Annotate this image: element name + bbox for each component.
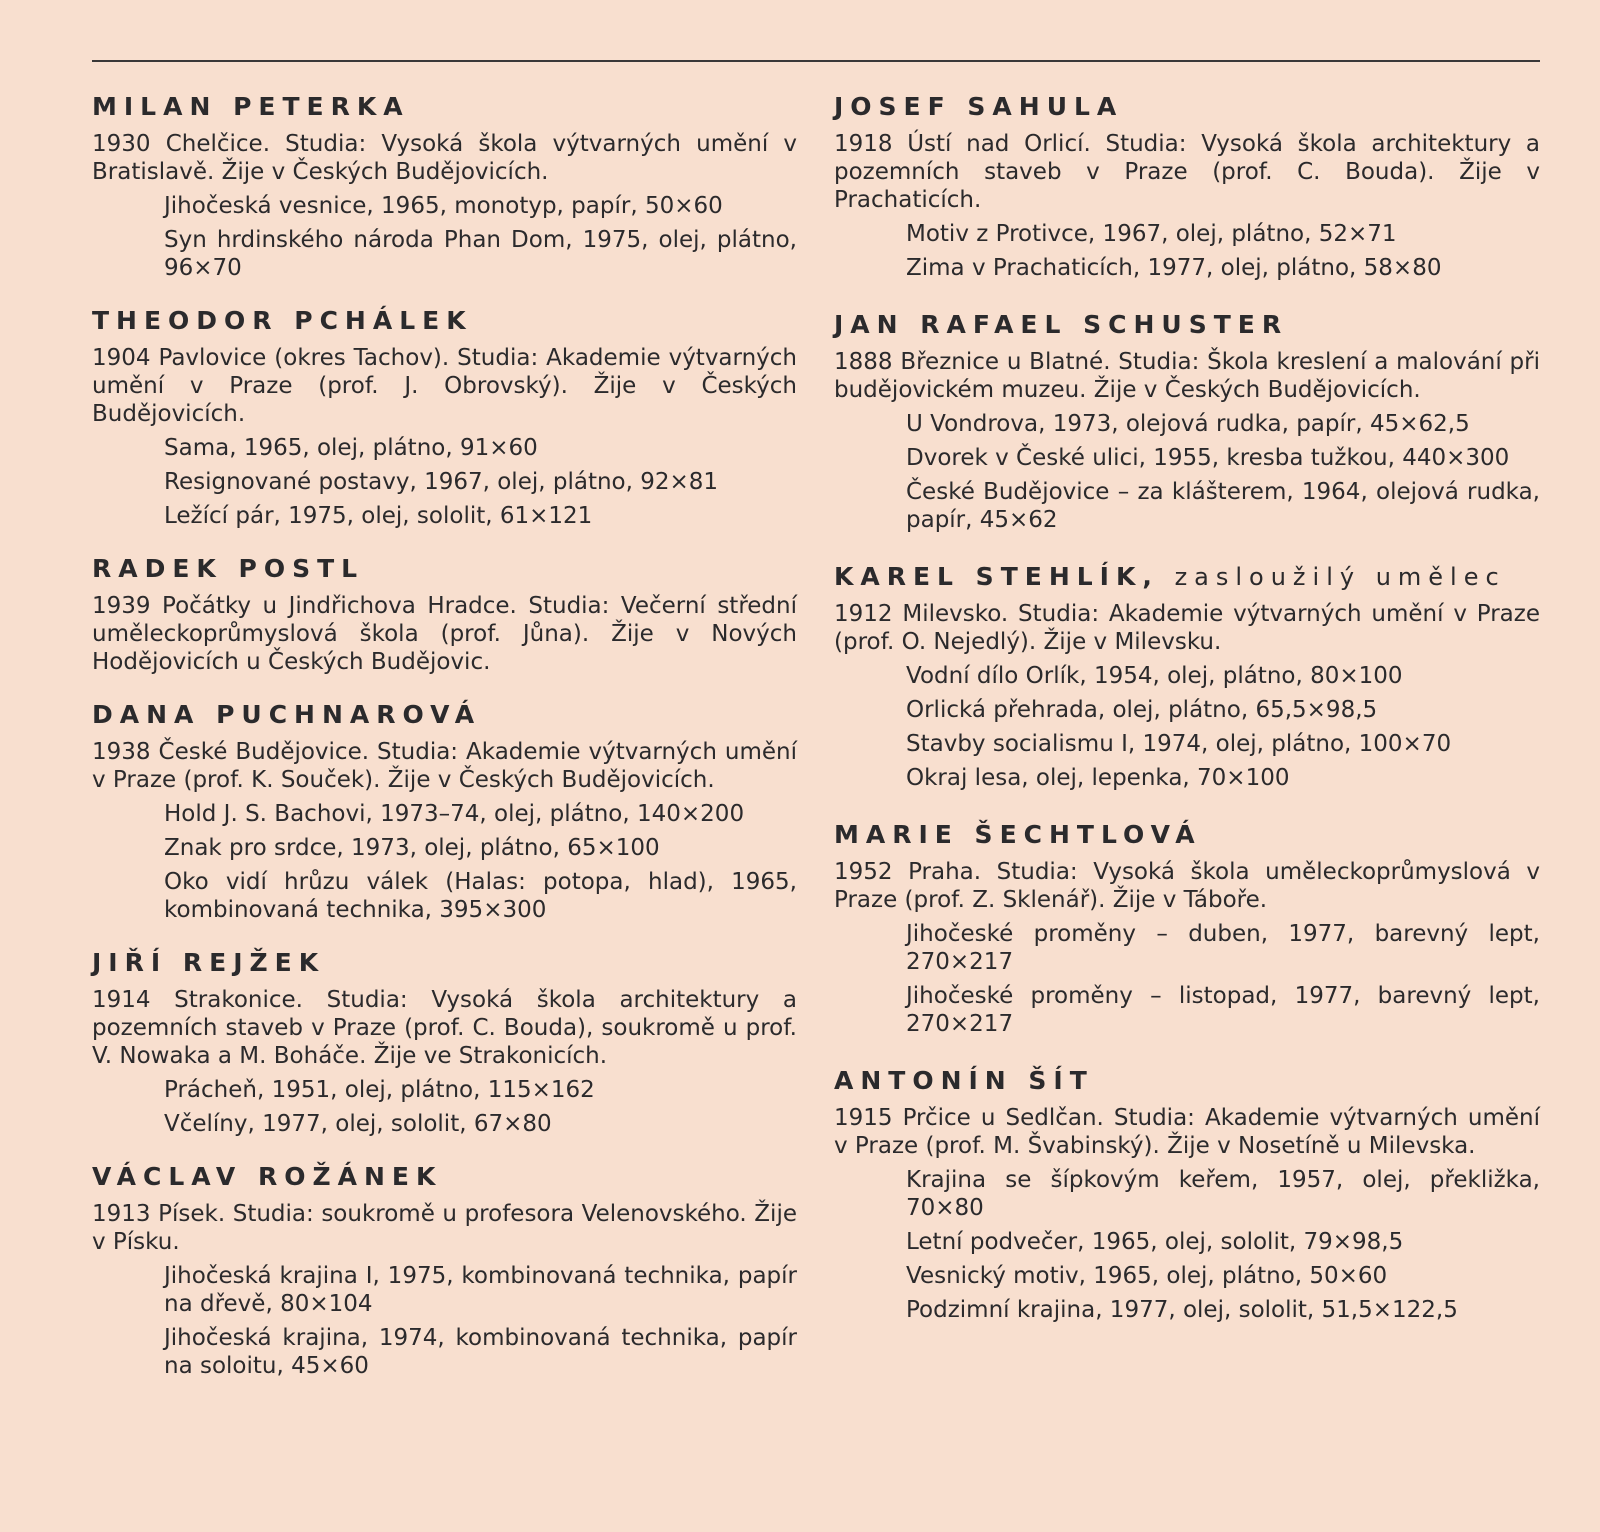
- artist-name-text: MILAN PETERKA: [92, 92, 410, 121]
- artwork-item: U Vondrova, 1973, olejová rudka, papír, 45×62,5: [906, 411, 1470, 437]
- artwork-item: Zima v Prachaticích, 1977, olej, plátno, 58×80: [906, 255, 1442, 281]
- artwork-list: [92, 1262, 797, 1380]
- artist-entry: [92, 90, 797, 282]
- artist-name: [92, 946, 797, 980]
- artwork-item: Syn hrdinského národa Phan Dom, 1975, olej, plátno, 96×70: [164, 227, 797, 281]
- left-column: [92, 90, 797, 1386]
- artist-name-text: KAREL STEHLÍK,: [834, 562, 1159, 591]
- artist-entry: [834, 1064, 1540, 1324]
- artwork-item: Jihočeské proměny – listopad, 1977, barevný lept, 270×217: [906, 983, 1540, 1037]
- artist-name-text: DANA PUCHNAROVÁ: [92, 700, 482, 729]
- artist-entry: [92, 304, 797, 530]
- artwork-list: [834, 920, 1540, 1038]
- artist-entry: [92, 946, 797, 1138]
- artwork-item: Ležící pár, 1975, olej, sololit, 61×121: [164, 503, 593, 529]
- artwork-item: Oko vidí hrůzu válek (Halas: potopa, hlad), 1965, kombinovaná technika, 395×300: [164, 869, 797, 923]
- artist-entry: [834, 818, 1540, 1038]
- artist-name-text: THEODOR PCHÁLEK: [92, 306, 473, 335]
- artist-name-text: ANTONÍN ŠÍT: [834, 1066, 1094, 1095]
- artwork-item: Vesnický motiv, 1965, olej, plátno, 50×60: [906, 1263, 1388, 1289]
- artist-name: [834, 818, 1540, 852]
- artist-biography: 1913 Písek. Studia: soukromě u profesora Velenovského. Žije v Písku.: [92, 1201, 797, 1255]
- artist-name: [92, 304, 797, 338]
- artist-entry: [92, 552, 797, 676]
- artist-name-text: VÁCLAV ROŽÁNEK: [92, 1162, 443, 1191]
- artwork-item: Sama, 1965, olej, plátno, 91×60: [164, 435, 538, 461]
- artist-name-text: JIŘÍ REJŽEK: [92, 948, 326, 977]
- artist-name-text: JAN RAFAEL SCHUSTER: [834, 310, 1289, 339]
- artist-biography: 1952 Praha. Studia: Vysoká škola uměleckoprůmyslová v Praze (prof. Z. Sklenář). Žije v Táboře.: [834, 859, 1540, 913]
- artist-entry: [92, 698, 797, 924]
- right-column: [834, 90, 1540, 1330]
- artwork-item: Motiv z Protivce, 1967, olej, plátno, 52×71: [906, 221, 1397, 247]
- artist-name: [834, 1064, 1540, 1098]
- artwork-item: Prácheň, 1951, olej, plátno, 115×162: [164, 1077, 595, 1103]
- artwork-list: [834, 1166, 1540, 1324]
- artwork-list: [834, 662, 1540, 792]
- artist-biography: 1904 Pavlovice (okres Tachov). Studia: Akademie výtvarných umění v Praze (prof. J. Obrovský). Žije v Českých Budějovicích.: [92, 345, 797, 427]
- artwork-list: [92, 800, 797, 924]
- artwork-item: Stavby socialismu I, 1974, olej, plátno, 100×70: [906, 731, 1452, 757]
- artwork-item: Orlická přehrada, olej, plátno, 65,5×98,5: [906, 697, 1378, 723]
- artwork-item: Hold J. S. Bachovi, 1973–74, olej, plátno, 140×200: [164, 801, 745, 827]
- artist-name-text: JOSEF SAHULA: [834, 92, 1124, 121]
- artist-entry: [92, 1160, 797, 1380]
- artwork-item: Jihočeská krajina, 1974, kombinovaná technika, papír na soloitu, 45×60: [164, 1325, 797, 1379]
- artwork-item: Krajina se šípkovým keřem, 1957, olej, překližka, 70×80: [906, 1167, 1540, 1221]
- artist-name: [92, 1160, 797, 1194]
- artwork-list: [92, 1076, 797, 1138]
- artist-name: [834, 560, 1540, 594]
- artwork-item: Jihočeská krajina I, 1975, kombinovaná technika, papír na dřevě, 80×104: [164, 1263, 797, 1317]
- artwork-item: České Budějovice – za klášterem, 1964, olejová rudka, papír, 45×62: [906, 479, 1540, 533]
- artist-biography: 1888 Březnice u Blatné. Studia: Škola kreslení a malování při budějovickém muzeu. Žije v Českých Budějovicích.: [834, 349, 1540, 403]
- artwork-list: [834, 220, 1540, 282]
- artwork-item: Resignované postavy, 1967, olej, plátno, 92×81: [164, 469, 719, 495]
- artwork-item: Podzimní krajina, 1977, olej, sololit, 51,5×122,5: [906, 1297, 1458, 1323]
- artwork-item: Včelíny, 1977, olej, sololit, 67×80: [164, 1111, 552, 1137]
- artist-name: [92, 90, 797, 124]
- artist-biography: 1918 Ústí nad Orlicí. Studia: Vysoká škola architektury a pozemních staveb v Praze (prof. C. Bouda). Žije v Prachaticích.: [834, 131, 1540, 213]
- artwork-list: [834, 410, 1540, 534]
- artist-biography: 1939 Počátky u Jindřichova Hradce. Studia: Večerní střední uměleckoprůmyslová škola (prof. Jůna). Žije v Nových Hodějovicích u Českých Budějovic.: [92, 593, 797, 675]
- artwork-item: Letní podvečer, 1965, olej, sololit, 79×98,5: [906, 1229, 1404, 1255]
- artwork-item: Vodní dílo Orlík, 1954, olej, plátno, 80×100: [906, 663, 1403, 689]
- artist-biography: 1912 Milevsko. Studia: Akademie výtvarných umění v Praze (prof. O. Nejedlý). Žije v Milevsku.: [834, 601, 1540, 655]
- artist-honorary-title: zasloužilý umělec: [1174, 563, 1506, 591]
- artist-biography: 1930 Chelčice. Studia: Vysoká škola výtvarných umění v Bratislavě. Žije v Českých Budějovicích.: [92, 131, 797, 185]
- artwork-item: Jihočeské proměny – duben, 1977, barevný lept, 270×217: [906, 921, 1540, 975]
- artwork-item: Okraj lesa, olej, lepenka, 70×100: [906, 765, 1290, 791]
- artist-entry: [834, 560, 1540, 792]
- artwork-list: [92, 192, 797, 282]
- artist-biography: 1914 Strakonice. Studia: Vysoká škola architektury a pozemních staveb v Praze (prof. C. Bouda), soukromě u prof. V. Nowaka a M. Boháče. Žije ve Strakonicích.: [92, 987, 797, 1069]
- artist-name-text: RADEK POSTL: [92, 554, 365, 583]
- artwork-item: Jihočeská vesnice, 1965, monotyp, papír, 50×60: [164, 193, 723, 219]
- artwork-list: [92, 434, 797, 530]
- artwork-item: Dvorek v České ulici, 1955, kresba tužkou, 440×300: [906, 445, 1510, 471]
- artist-name: [834, 90, 1540, 124]
- artist-biography: 1915 Prčice u Sedlčan. Studia: Akademie výtvarných umění v Praze (prof. M. Švabinský). Žije v Nosetíně u Milevska.: [834, 1105, 1540, 1159]
- artist-biography: 1938 České Budějovice. Studia: Akademie výtvarných umění v Praze (prof. K. Souček). Žije v Českých Budějovicích.: [92, 739, 797, 793]
- artist-name: [92, 698, 797, 732]
- artwork-item: Znak pro srdce, 1973, olej, plátno, 65×100: [164, 835, 660, 861]
- top-divider-rule: [92, 60, 1540, 62]
- artist-name-text: MARIE ŠECHTLOVÁ: [834, 820, 1202, 849]
- artist-entry: [834, 90, 1540, 282]
- artist-name: [92, 552, 797, 586]
- artist-name: [834, 308, 1540, 342]
- artist-entry: [834, 308, 1540, 534]
